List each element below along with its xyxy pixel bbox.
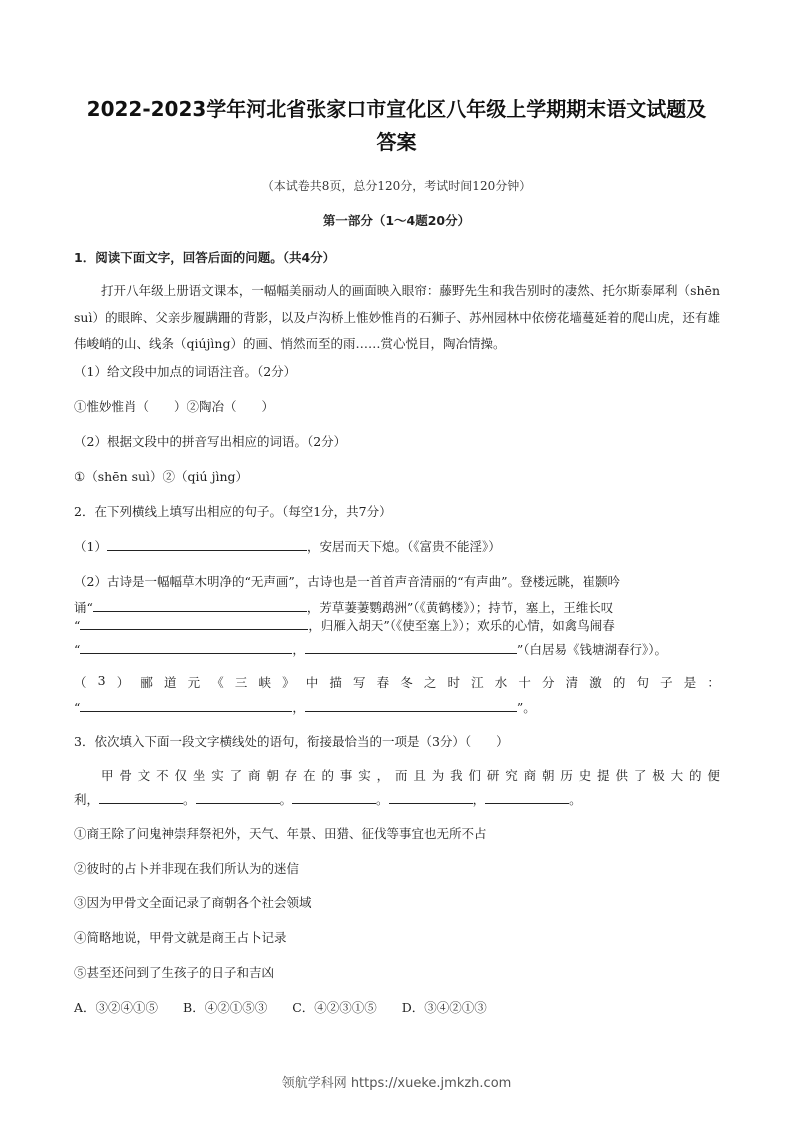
q2-s2-text: 诵“ — [74, 600, 93, 615]
q3-passage-char: 存 — [284, 768, 298, 783]
q3-passage-char: 实 — [358, 768, 371, 783]
q2-s2-line2 — [74, 598, 613, 616]
q2-s3-char: 》 — [282, 675, 295, 690]
part-heading: 第一部分（1～4题20分） — [322, 213, 471, 228]
q2-s3-char: 郦 — [140, 675, 153, 690]
q3-passage-char: 在 — [303, 768, 316, 783]
q2-s3-char: 中 — [305, 675, 319, 690]
q2-s3-text: “ — [74, 700, 81, 715]
q2-s3-char: 是 — [683, 675, 697, 690]
q2-s3-char: 子 — [660, 675, 673, 690]
q2-s3-char: 《 — [211, 675, 224, 690]
q3-passage-char: 坐 — [192, 768, 206, 783]
q3-passage-char: 事 — [339, 768, 353, 783]
q2-s2-text: ，归雁入胡天”（《使至塞上》）；欢乐的心情，如禽鸟闹春 — [308, 618, 615, 633]
answer-blank — [305, 641, 517, 654]
q3-passage-char: 商 — [248, 768, 261, 783]
answer-blank — [99, 791, 183, 804]
q3-passage-char: 仅 — [174, 768, 188, 783]
q3-passage-char: 便 — [707, 768, 720, 783]
q2-s3-char: 写 — [352, 675, 366, 690]
q2-s3-char: 3 — [97, 673, 106, 688]
q3-passage-char: 文 — [137, 768, 151, 783]
q2-s2-line3 — [74, 616, 615, 634]
title-line-2: 答案 — [376, 130, 417, 154]
q2-s2-line4 — [74, 640, 667, 658]
q3-passage-char: 实 — [211, 768, 224, 783]
q2-s3-char: 春 — [376, 675, 390, 690]
q3-choices: A．③②④①⑤ B．④②①⑤③ C．④②③①⑤ D．③④②①③ — [74, 1000, 487, 1015]
q2-s1-prefix: （1） — [74, 539, 107, 554]
q2-s3-char: 元 — [187, 675, 201, 690]
answer-blank — [389, 791, 473, 804]
q3-option-4: ④简略地说，甲骨文就是商王占卜记录 — [74, 930, 287, 945]
q3-passage-char: 研 — [486, 768, 500, 783]
q2-s3-text: ”。 — [516, 700, 536, 715]
q3-passage-char: 不 — [156, 768, 169, 783]
q2-s3-text: ， — [292, 700, 305, 715]
q2-s3-char: 句 — [636, 675, 649, 690]
q3-passage-char: 了 — [633, 768, 647, 783]
title-line-1: 2022-2023学年河北省张家口市宣化区八年级上学期期末语文试题及 — [86, 97, 707, 121]
answer-blank — [305, 699, 517, 712]
q2-s2-text: ， — [292, 642, 305, 657]
q2-s3-char: ： — [707, 675, 720, 690]
exam-info: （本试卷共8页，总分120分，考试时间120分钟） — [261, 179, 532, 193]
q2-s3-char: 道 — [163, 675, 177, 690]
q2-s3-char: （ — [74, 675, 87, 690]
q2-s3-char: 水 — [494, 675, 508, 690]
answer-blank — [93, 599, 307, 612]
q3-passage-char: 朝 — [266, 768, 279, 783]
q3-text: 利， — [74, 792, 100, 807]
q1-sub2: （2）根据文段中的拼音写出相应的词语。（2分） — [74, 434, 347, 449]
q3-passage-char: 而 — [395, 768, 408, 783]
q2-s3-char: 三 — [234, 675, 248, 690]
q2-s3-char: 峡 — [258, 675, 271, 690]
q3-text: ， — [472, 792, 486, 807]
q2-s2-text: “ — [74, 618, 81, 633]
q3-text: 。 — [569, 792, 582, 807]
q2-s2-line1: （2）古诗是一幅幅草木明净的“无声画”，古诗也是一首首声音清丽的“有声曲”。登楼远眺，崔颢吟 — [74, 574, 621, 589]
q3-text: 。 — [376, 792, 389, 807]
q2-s3-char: 十 — [518, 675, 531, 690]
q3-passage-char: 大 — [670, 768, 684, 783]
q3-text: 。 — [279, 792, 293, 807]
q3-passage-char: 我 — [450, 768, 463, 783]
q3-option-2: ②彼时的占卜并非现在我们所认为的迷信 — [74, 861, 300, 876]
q2-s3-char: ） — [116, 675, 130, 690]
q3-passage-char: 且 — [413, 768, 426, 783]
q1-sub1: （1）给文段中加点的词语注音。（2分） — [74, 364, 297, 379]
answer-blank — [107, 538, 307, 551]
q3-passage-char: 为 — [431, 768, 445, 783]
answer-blank — [80, 641, 292, 654]
q2-heading: 2．在下列横线上填写出相应的句子。（每空1分，共7分） — [74, 504, 392, 519]
q2-s2-text: ”（白居易《钱塘湖春行》）。 — [516, 642, 668, 657]
q3-passage-char: 提 — [597, 768, 610, 783]
answer-blank — [80, 617, 308, 630]
q1-sub1-items: ①惟妙惟肖（ ）②陶冶（ ） — [74, 399, 275, 414]
q2-s3-char: 激 — [589, 675, 602, 690]
q2-s3-char: 的 — [612, 675, 626, 690]
exam-title — [60, 93, 733, 159]
q3-passage-char: 们 — [468, 768, 482, 783]
answer-blank — [292, 791, 376, 804]
q3-passage-line1 — [101, 766, 720, 784]
q3-option-1: ①商王除了问鬼神崇拜祭祀外，天气、年景、田猎、征伐等事宜也无所不占 — [74, 826, 487, 841]
q3-option-5: ⑤甚至还问到了生孩子的日子和吉凶 — [74, 965, 275, 980]
q3-passage-char: 极 — [652, 768, 665, 783]
q2-s1-suffix: ，安居而天下熄。（《富贵不能淫》） — [306, 539, 501, 554]
q3-passage-char: 商 — [523, 768, 537, 783]
q3-passage-char: 了 — [229, 768, 243, 783]
q2-s3-char: 时 — [447, 675, 460, 690]
q2-s3-char: 江 — [471, 675, 484, 690]
q2-s3-char: 之 — [423, 675, 437, 690]
q2-sentence-1 — [74, 537, 501, 555]
q3-passage-char: 甲 — [101, 768, 114, 783]
q2-s3-line1 — [74, 673, 720, 691]
answer-blank — [485, 791, 569, 804]
q3-passage-char: 的 — [321, 768, 335, 783]
q2-s3-char: 清 — [565, 675, 579, 690]
q1-heading: 1．阅读下面文字，回答后面的问题。（共4分） — [74, 250, 336, 265]
q3-passage-char: 究 — [505, 768, 518, 783]
q1-sub2-items: ①（shēn suì）②（qiú jìng） — [74, 469, 249, 484]
q2-s2-text: “ — [74, 642, 81, 657]
q2-s2-text: ，芳草萋萋鹦鹉洲”（《黄鹤楼》）；持节，塞上，王维长叹 — [306, 600, 614, 615]
answer-blank — [196, 791, 280, 804]
q3-passage-line2 — [74, 790, 582, 808]
q2-s3-line2 — [74, 698, 536, 716]
q3-passage-char: 朝 — [542, 768, 555, 783]
q3-heading: 3．依次填入下面一段文字横线处的语句，衔接最恰当的一项是（3分）（ ） — [74, 734, 509, 749]
answer-blank — [80, 699, 292, 712]
q3-passage-char: ， — [376, 768, 390, 783]
q3-passage-char: 供 — [615, 768, 629, 783]
q3-passage-char: 骨 — [119, 768, 132, 783]
footer-watermark: 领航学科网 https://xueke.jmkzh.com — [281, 1076, 512, 1091]
q3-passage-char: 史 — [578, 768, 592, 783]
q2-s3-char: 分 — [541, 675, 555, 690]
q3-passage-char: 历 — [560, 768, 573, 783]
q3-text: 。 — [183, 792, 196, 807]
q2-s3-char: 描 — [329, 675, 342, 690]
q3-option-3: ③因为甲骨文全面记录了商朝各个社会领域 — [74, 895, 312, 910]
q1-passage: 打开八年级上册语文课本，一幅幅美丽动人的画面映入眼帘：藤野先生和我告别时的凄然、托尔斯泰犀利（shēn suì）的眼眸、父亲步履蹒跚的背影，以及卢沟桥上惟妙惟肖的石狮子、苏州园林中依傍花墙蔓延着的爬山虎，还有雄伟峻峭的山、线条（qiújìng）的画、悄然而至的雨……赏心悦目，陶冶情操。 — [74, 283, 720, 351]
q2-s3-char: 冬 — [400, 675, 413, 690]
q3-passage-char: 的 — [689, 768, 702, 783]
